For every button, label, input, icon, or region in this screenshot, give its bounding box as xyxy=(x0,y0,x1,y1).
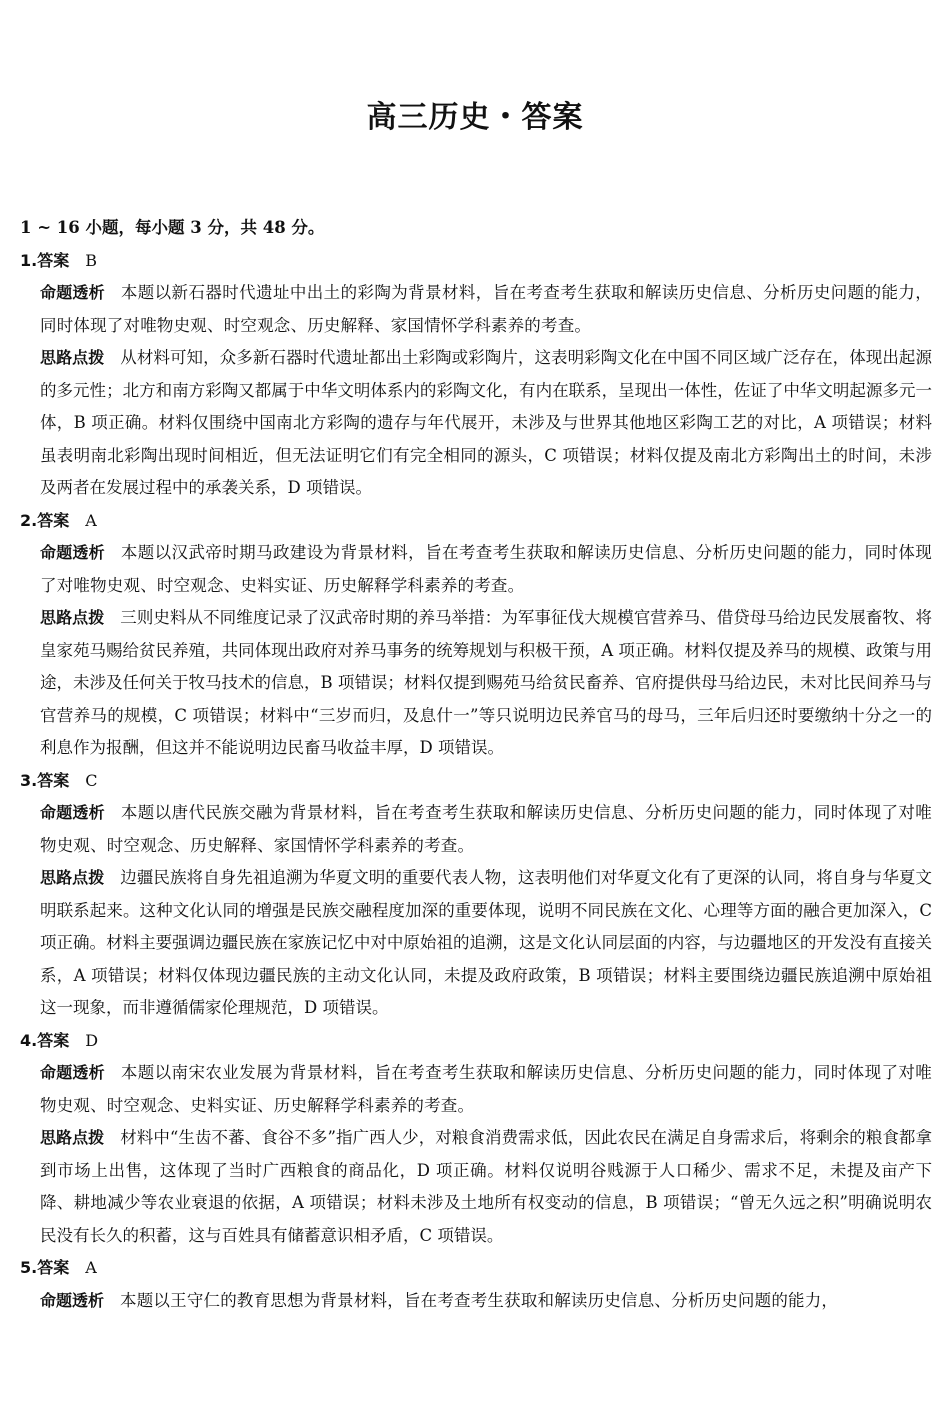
analysis-label: 命题透析 xyxy=(40,543,105,562)
analysis-text: 本题以汉武帝时期马政建设为背景材料，旨在考查考生获取和解读历史信息、分析历史问题的能力，同时体现了对唯物史观、时空观念、史料实证、历史解释学科素养的考查。 xyxy=(40,543,932,595)
question-number: 2. xyxy=(20,510,38,530)
page-title: 高三历史・答案 xyxy=(366,100,584,135)
answer-letter: A xyxy=(85,510,97,530)
analysis-label: 命题透析 xyxy=(40,1063,105,1082)
question-block xyxy=(20,505,932,765)
analysis-paragraph xyxy=(40,537,932,602)
analysis-paragraph xyxy=(40,277,932,342)
question-block xyxy=(20,1025,932,1253)
answer-letter: D xyxy=(85,1030,99,1050)
answer-label: 答案 xyxy=(37,1258,70,1277)
analysis-paragraph xyxy=(40,797,932,862)
question-number: 3. xyxy=(20,770,38,790)
reasoning-label: 思路点拨 xyxy=(40,868,105,887)
question-block xyxy=(20,245,932,505)
answer-label: 答案 xyxy=(37,770,70,790)
reasoning-text: 边疆民族将自身先祖追溯为华夏文明的重要代表人物，这表明他们对华夏文化有了更深的认同，将自身与华夏文明联系起来。这种文化认同的增强是民族交融程度加深的重要体现，说明不同民族在文化、心理等方面的融合更加深入，C 项正确。材料主要强调边疆民族在家族记忆中对中原始祖的追溯，这是文化认同层面的内容，与边疆地区的开发没有直接关系，A 项错误；材料仅体现边疆民族的主动文化认同，未提及政府政策，B 项错误；材料主要围绕边疆民族追溯中原始祖这一现象，而非遵循儒家伦理规范，D 项错误。 xyxy=(40,868,932,1017)
question-header xyxy=(20,505,932,538)
question-number: 4. xyxy=(20,1030,38,1050)
reasoning-text: 从材料可知，众多新石器时代遗址都出土彩陶或彩陶片，这表明彩陶文化在中国不同区域广泛存在，体现出起源的多元性；北方和南方彩陶又都属于中华文明体系内的彩陶文化，有内在联系，呈现出一体性，佐证了中华文明起源多元一体，B 项正确。材料仅围绕中国南北方彩陶的遗存与年代展开，未涉及与世界其他地区彩陶工艺的对比，A 项错误；材料虽表明南北彩陶出现时间相近，但无法证明它们有完全相同的源头，C 项错误；材料仅提及南北方彩陶出土的时间，未涉及两者在发展过程中的承袭关系，D 项错误。 xyxy=(40,348,932,497)
analysis-paragraph xyxy=(40,1057,932,1122)
reasoning-label: 思路点拨 xyxy=(40,348,105,367)
analysis-text: 本题以王守仁的教育思想为背景材料，旨在考查考生获取和解读历史信息、分析历史问题的能力， xyxy=(120,1290,839,1310)
reasoning-label: 思路点拨 xyxy=(40,1128,105,1147)
question-number: 1. xyxy=(20,250,38,270)
reasoning-text: 三则史料从不同维度记录了汉武帝时期的养马举措：为军事征伐大规模官营养马、借贷母马给边民发展畜牧、将皇家苑马赐给贫民养殖，共同体现出政府对养马事务的统筹规划与积极干预，A 项正确。材料仅提及养马的规模、政策与用途，未涉及任何关于牧马技术的信息，B 项错误；材料仅提到赐苑马给贫民畜养、官府提供母马给边民，未对比民间养马与官营养马的规模，C 项错误；材料中“三岁而归，及息什一”等只说明边民养官马的母马，三年后归还时要缴纳十分之一的利息作为报酬，但这并不能说明边民畜马收益丰厚，D 项错误。 xyxy=(40,608,932,757)
analysis-text: 本题以南宋农业发展为背景材料，旨在考查考生获取和解读历史信息、分析历史问题的能力，同时体现了对唯物史观、时空观念、史料实证、历史解释学科素养的考查。 xyxy=(40,1063,932,1115)
analysis-label: 命题透析 xyxy=(40,1290,105,1310)
section-intro: 1 ~ 16 小题，每小题 3 分，共 48 分。 xyxy=(20,218,325,237)
reasoning-paragraph xyxy=(40,862,932,1025)
analysis-text: 本题以新石器时代遗址中出土的彩陶为背景材料，旨在考查考生获取和解读历史信息、分析历史问题的能力，同时体现了对唯物史观、时空观念、历史解释、家国情怀学科素养的考查。 xyxy=(40,283,932,335)
answer-letter: A xyxy=(85,1258,97,1277)
analysis-paragraph xyxy=(40,1285,932,1318)
answer-letter: B xyxy=(85,250,97,270)
answer-content xyxy=(20,212,932,1317)
answer-label: 答案 xyxy=(37,250,70,270)
question-block xyxy=(20,1252,932,1317)
question-number: 5. xyxy=(20,1258,38,1277)
reasoning-label: 思路点拨 xyxy=(40,608,105,627)
question-header xyxy=(20,245,932,278)
analysis-label: 命题透析 xyxy=(40,283,105,302)
reasoning-text: 材料中“生齿不蕃、食谷不多”指广西人少，对粮食消费需求低，因此农民在满足自身需求后，将剩余的粮食都拿到市场上出售，这体现了当时广西粮食的商品化，D 项正确。材料仅说明谷贱源于人口稀少、需求不足，未提及亩产下降、耕地减少等农业衰退的依据，A 项错误；材料未涉及土地所有权变动的信息，B 项错误；“曾无久远之积”明确说明农民没有长久的积蓄，这与百姓具有储蓄意识相矛盾，C 项错误。 xyxy=(40,1128,932,1245)
question-header xyxy=(20,1252,932,1285)
question-header xyxy=(20,765,932,798)
answer-letter: C xyxy=(85,770,98,790)
analysis-label: 命题透析 xyxy=(40,803,105,822)
analysis-text: 本题以唐代民族交融为背景材料，旨在考查考生获取和解读历史信息、分析历史问题的能力，同时体现了对唯物史观、时空观念、历史解释、家国情怀学科素养的考查。 xyxy=(40,803,932,855)
reasoning-paragraph xyxy=(40,342,932,505)
reasoning-paragraph xyxy=(40,1122,932,1252)
question-header xyxy=(20,1025,932,1058)
question-block xyxy=(20,765,932,1025)
answer-label: 答案 xyxy=(37,510,70,530)
reasoning-paragraph xyxy=(40,602,932,765)
answer-label: 答案 xyxy=(37,1030,70,1050)
